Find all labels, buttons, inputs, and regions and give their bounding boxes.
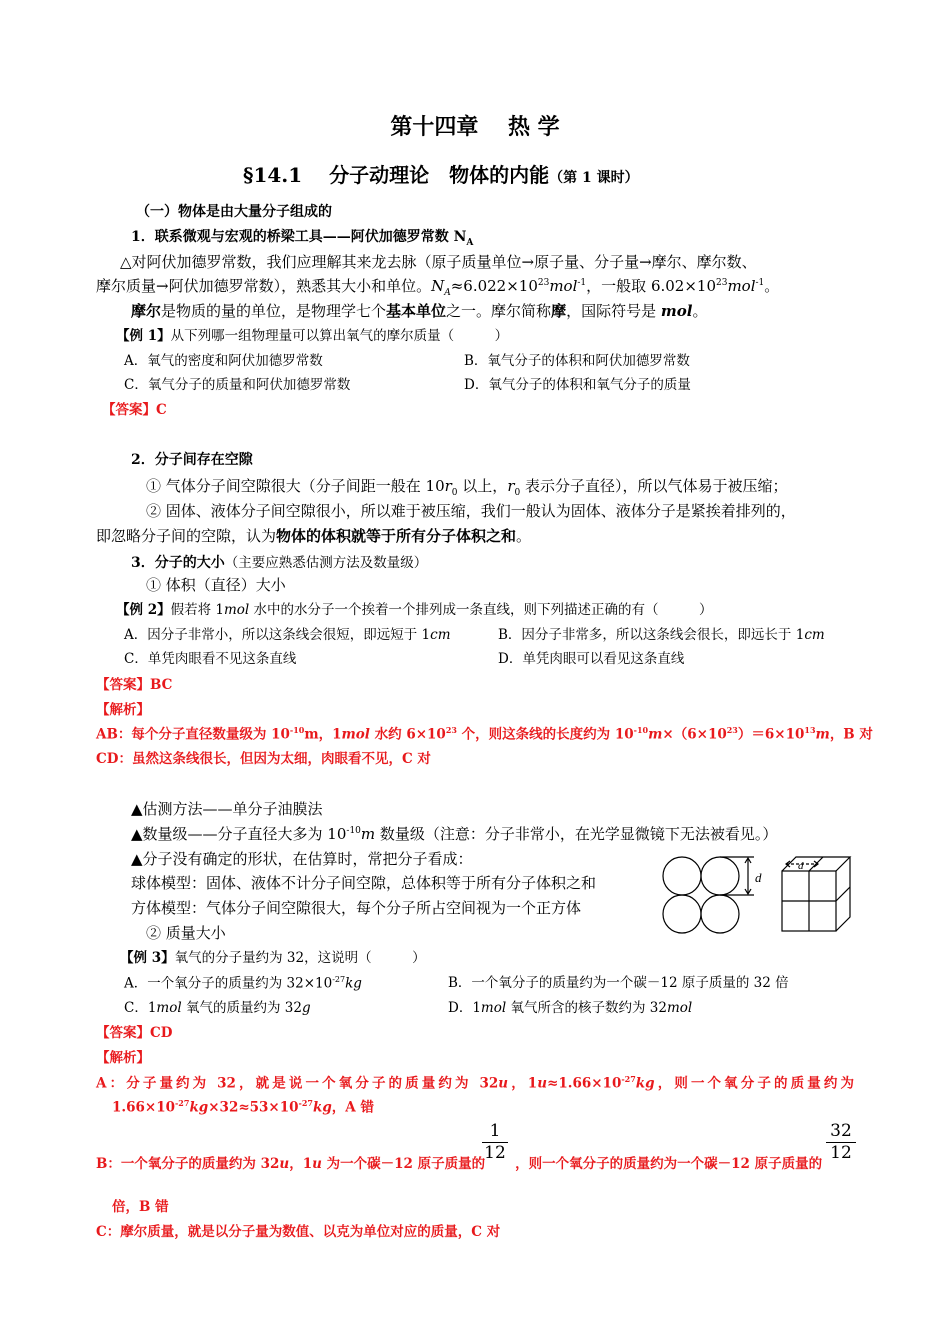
s1-line2-exp2: -1 (577, 278, 587, 288)
ex3-a1-a: A：分子量约为 32，就是说一个氧分子的质量约为 32 (96, 1075, 499, 1092)
s2-line3 (96, 527, 531, 545)
ex3-a1-exp: -27 (621, 1074, 636, 1084)
ex2-stem-a: 假若将 1 (170, 602, 224, 618)
ex3-option-a (124, 975, 362, 992)
est-cube-model: 方体模型：气体分子间空隙很大，每个分子所占空间视为一个正方体 (131, 899, 582, 917)
ex3-analysis-a-line2 (112, 1099, 374, 1116)
ex2-analysis-ab (96, 726, 873, 743)
ex3-question (120, 950, 426, 966)
ex2-option-b (498, 627, 825, 643)
ex3-option-c (124, 1000, 311, 1016)
ex2-ab-e3: -10 (633, 725, 649, 735)
est-method: ▲估测方法——单分子油膜法 (131, 800, 323, 818)
ex3-analysis-a-line1 (96, 1075, 854, 1092)
ex3-a1-b: ，1 (508, 1075, 538, 1092)
s2-line1-r0: r (444, 477, 452, 495)
s1-line3-h: 。 (692, 302, 708, 320)
s1-line2-na-sub: A (444, 288, 451, 298)
ex3-analysis-label: 【解析】 (96, 1050, 150, 1066)
s1-line3-e: 摩 (551, 302, 567, 320)
ex3-a1-kg: kg (635, 1075, 655, 1092)
s2-line1-r1sub: 0 (514, 488, 521, 498)
s3-heading-note: （主要应熟悉估测方法及数量级） (224, 555, 428, 571)
ex2-ab-b: m，1 (304, 726, 342, 743)
sphere-2 (701, 857, 739, 895)
sphere-1 (663, 857, 701, 895)
ex3-opt-c-g: g (301, 1000, 311, 1016)
s2-line2: ② 固体、液体分子间空隙很小，所以难于被压缩，我们一般认为固体、液体分子是紧挨着排列的， (146, 502, 796, 520)
ex2-ab-mol: mol (341, 726, 370, 743)
ex2-ab-a: AB：每个分子直径数量级为 10 (96, 726, 290, 743)
ex2-ab-c: 水约 6×10 (369, 726, 446, 743)
s2-line3-b: 物体的体积就等于所有分子体积之和 (276, 527, 517, 545)
ex3-answer: 【答案】CD (96, 1025, 173, 1041)
ex3-opt-c-a: C．1 (124, 1000, 157, 1016)
s3-sub2: ② 质量大小 (146, 924, 226, 942)
section-title-text: §14.1 分子动理论 物体的内能 (243, 163, 550, 187)
ex3-stem: 氧气的分子量约为 32，这说明（ ） (174, 950, 426, 966)
ex1-option-b: B．氧气分子的体积和阿伏加德罗常数 (464, 353, 690, 369)
s1-line2-a: 摩尔质量→阿伏加德罗常数），熟悉其大小和单位。 (96, 277, 432, 295)
s2-line3-c: 。 (516, 527, 532, 545)
frac2-den: 12 (830, 1143, 852, 1163)
ex2-analysis-cd: CD：虽然这条线很长，但因为太细，肉眼看不见，C 对 (96, 751, 431, 767)
s1-heading-sub: A (466, 237, 474, 248)
s1-line3 (131, 302, 707, 320)
frac2-num: 32 (830, 1121, 852, 1141)
ex3-analysis-b-line2: 倍，B 错 (112, 1199, 169, 1215)
s1-line1: △对阿伏加德罗常数，我们应理解其来龙去脉（原子质量单位→原子量、分子量→摩尔、摩尔数、 (120, 253, 757, 271)
ex3-a2-c: ，A 错 (331, 1099, 374, 1116)
s2-line1-r0sub: 0 (451, 488, 458, 498)
ex2-option-a-text: A．因分子非常小，所以这条线会很短，即远短于 1 (124, 627, 431, 643)
molecule-model-figure (662, 853, 858, 937)
ex3-a2-e1: -27 (174, 1098, 190, 1108)
ex2-question (116, 602, 713, 618)
s1-line2-c: ，一般取 6.02×10 (586, 277, 716, 295)
ex2-stem-mol: mol (223, 602, 250, 618)
s1-line3-b: 是物质的量的单位，是物理学七个 (161, 302, 387, 320)
ex1-answer: 【答案】C (102, 402, 167, 418)
fig-label-d2: d (798, 860, 804, 872)
ex3-opt-c-mol: mol (156, 1000, 182, 1016)
ex3-a1-u2: u (537, 1075, 548, 1092)
section-note: （第 1 课时） (549, 170, 639, 186)
s2-line1-b: 以上， (457, 477, 508, 495)
ex1-question (116, 328, 508, 344)
s3-heading: 3．分子的大小 (131, 555, 225, 571)
ex2-ab-d: 个，则这条线的长度约为 10 (456, 726, 634, 743)
s2-line1-a: ① 气体分子间空隙很大（分子间距一般在 10 (146, 477, 445, 495)
s3-sub1: ① 体积（直径）大小 (146, 576, 286, 594)
ex1-option-c: C．氧气分子的质量和阿伏加德罗常数 (124, 377, 351, 393)
est2-m: m (360, 825, 376, 843)
s2-line1-c: 表示分子直径），所以气体易于被压缩； (520, 477, 788, 495)
ex3-opt-d-a: D．1 (448, 1000, 481, 1016)
ex1-option-d: D．氧气分子的体积和氧气分子的质量 (464, 377, 691, 393)
ex2-answer: 【答案】BC (96, 677, 173, 693)
ex2-analysis-label: 【解析】 (96, 702, 150, 718)
ex2-option-b-text: B．因分子非常多，所以这条线会很长，即远长于 1 (498, 627, 805, 643)
s1-line2-exp3: 23 (716, 278, 728, 288)
s1-line2 (96, 277, 779, 299)
ex3-a1-u: u (498, 1075, 509, 1092)
ex2-option-d: D．单凭肉眼可以看见这条直线 (498, 651, 685, 667)
est2-exp: -10 (346, 826, 361, 836)
s2-line3-a: 即忽略分子间的空隙，认为 (96, 527, 277, 545)
chapter-title: 第十四章 热 学 (390, 114, 560, 140)
ex2-option-c: C．单凭肉眼看不见这条直线 (124, 651, 297, 667)
ex2-ab-g: ）＝6×10 (737, 726, 805, 743)
sphere-3 (663, 895, 701, 933)
ex3-b1-b: ，1 (289, 1156, 313, 1172)
s1-line3-g: mol (660, 302, 693, 320)
fig-label-d1: d (755, 870, 762, 885)
s1-line2-d: 。 (764, 277, 780, 295)
est2-b: 数量级（注意：分子非常小，在光学显微镜下无法被看见。） (375, 825, 778, 843)
s1-line2-unit2: mol (727, 277, 756, 295)
s1-line2-na: N (431, 277, 445, 295)
s2-line1-r1: r (507, 477, 515, 495)
s3-heading-line (131, 552, 427, 572)
est-magnitude (131, 825, 777, 843)
ex3-a2-a: 1.66×10 (112, 1099, 175, 1116)
est2-a: ▲数量级——分子直径大多为 10 (131, 825, 347, 843)
s1-heading-text: 1．联系微观与宏观的桥梁工具——阿伏加德罗常数 N (131, 229, 467, 245)
ex3-a2-kg2: kg (312, 1099, 332, 1116)
ex2-ab-h: ，B 对 (829, 726, 873, 743)
s1-line3-c: 基本单位 (386, 302, 447, 320)
ex3-a2-b: ×32≈53×10 (208, 1099, 299, 1116)
s1-heading (131, 229, 473, 249)
ex3-a2-kg1: kg (189, 1099, 209, 1116)
ex3-a1-d: ，则一个氧分子的质量约为 (654, 1075, 854, 1092)
ex3-analysis-b-line1 (96, 1156, 822, 1172)
ex3-b1-u2: u (312, 1156, 322, 1172)
s1-line2-exp1: 23 (537, 278, 550, 288)
s1-line3-d: 之一。摩尔简称 (446, 302, 552, 320)
ex3-opt-d-b: 氧气所含的核子数约为 32 (506, 1000, 667, 1016)
fraction-1-12 (482, 1123, 508, 1162)
ex1-stem: 从下列哪一组物理量可以算出氧气的摩尔质量（ ） (170, 328, 509, 344)
ex2-option-b-unit: cm (804, 627, 825, 643)
ex3-a2-e2: -27 (298, 1098, 313, 1108)
s1-line2-unit1: mol (549, 277, 578, 295)
ex3-label: 【例 3】 (120, 950, 175, 966)
ex3-b1-d: ，则一个氧分子的质量约为一个碳－12 原子质量的 (515, 1156, 823, 1172)
s2-line1 (146, 477, 788, 499)
fraction-32-12 (826, 1123, 856, 1162)
est-sphere-model: 球体模型：固体、液体不计分子间空隙，总体积等于所有分子体积之和 (131, 874, 597, 892)
section-title (243, 163, 639, 187)
ex3-b1-c: 为一个碳－12 原子质量的 (321, 1156, 486, 1172)
ex3-option-d (448, 1000, 692, 1016)
ex2-ab-f: ×（6×10 (662, 726, 727, 743)
ex2-option-a (124, 627, 451, 643)
ex1-label: 【例 1】 (116, 328, 171, 344)
ex2-stem-b: 水中的水分子一个挨着一个排列成一条直线，则下列描述正确的有（ ） (249, 602, 713, 618)
ex3-opt-a-text: A．一个氧分子的质量约为 32×10 (124, 975, 333, 992)
ex3-opt-a-unit: kg (345, 975, 362, 992)
ex2-ab-m1: m (648, 726, 663, 743)
ex3-analysis-c: C：摩尔质量，就是以分子量为数值、以克为单位对应的质量，C 对 (96, 1224, 501, 1240)
ex2-ab-e5: 13 (804, 725, 816, 735)
ex2-ab-e4: 23 (726, 725, 738, 735)
ex3-opt-a-exp: -27 (332, 975, 346, 984)
ex3-opt-d-mol: mol (480, 1000, 507, 1016)
ex1-option-a: A．氧气的密度和阿伏加德罗常数 (124, 353, 323, 369)
ex3-b1-a: B：一个氧分子的质量约为 32 (96, 1156, 280, 1172)
s1-line3-f: ，国际符号是 (566, 302, 661, 320)
ex2-ab-m2: m (815, 726, 830, 743)
ex2-ab-e2: 23 (445, 725, 457, 735)
ex2-ab-e1: -10 (289, 725, 305, 735)
sphere-4 (701, 895, 739, 933)
ex2-option-a-unit: cm (430, 627, 451, 643)
ex3-a1-c: ≈1.66×10 (547, 1075, 622, 1092)
s2-heading: 2．分子间存在空隙 (131, 452, 253, 468)
part1-heading: （一）物体是由大量分子组成的 (136, 204, 332, 220)
ex3-opt-d-mol2: mol (666, 1000, 693, 1016)
est-shape: ▲分子没有确定的形状，在估算时，常把分子看成： (131, 850, 473, 868)
ex3-option-b: B．一个氧分子的质量约为一个碳－12 原子质量的 32 倍 (448, 975, 789, 991)
frac1-num: 1 (489, 1121, 501, 1141)
s1-line3-a: 摩尔 (131, 302, 162, 320)
ex2-label: 【例 2】 (116, 602, 171, 618)
frac1-den: 12 (484, 1143, 506, 1163)
ex3-opt-c-b: 氧气的质量约为 32 (181, 1000, 302, 1016)
s1-line2-b: ≈6.022×10 (450, 277, 538, 295)
s1-line2-exp4: -1 (755, 278, 765, 288)
ex3-b1-u: u (279, 1156, 290, 1172)
